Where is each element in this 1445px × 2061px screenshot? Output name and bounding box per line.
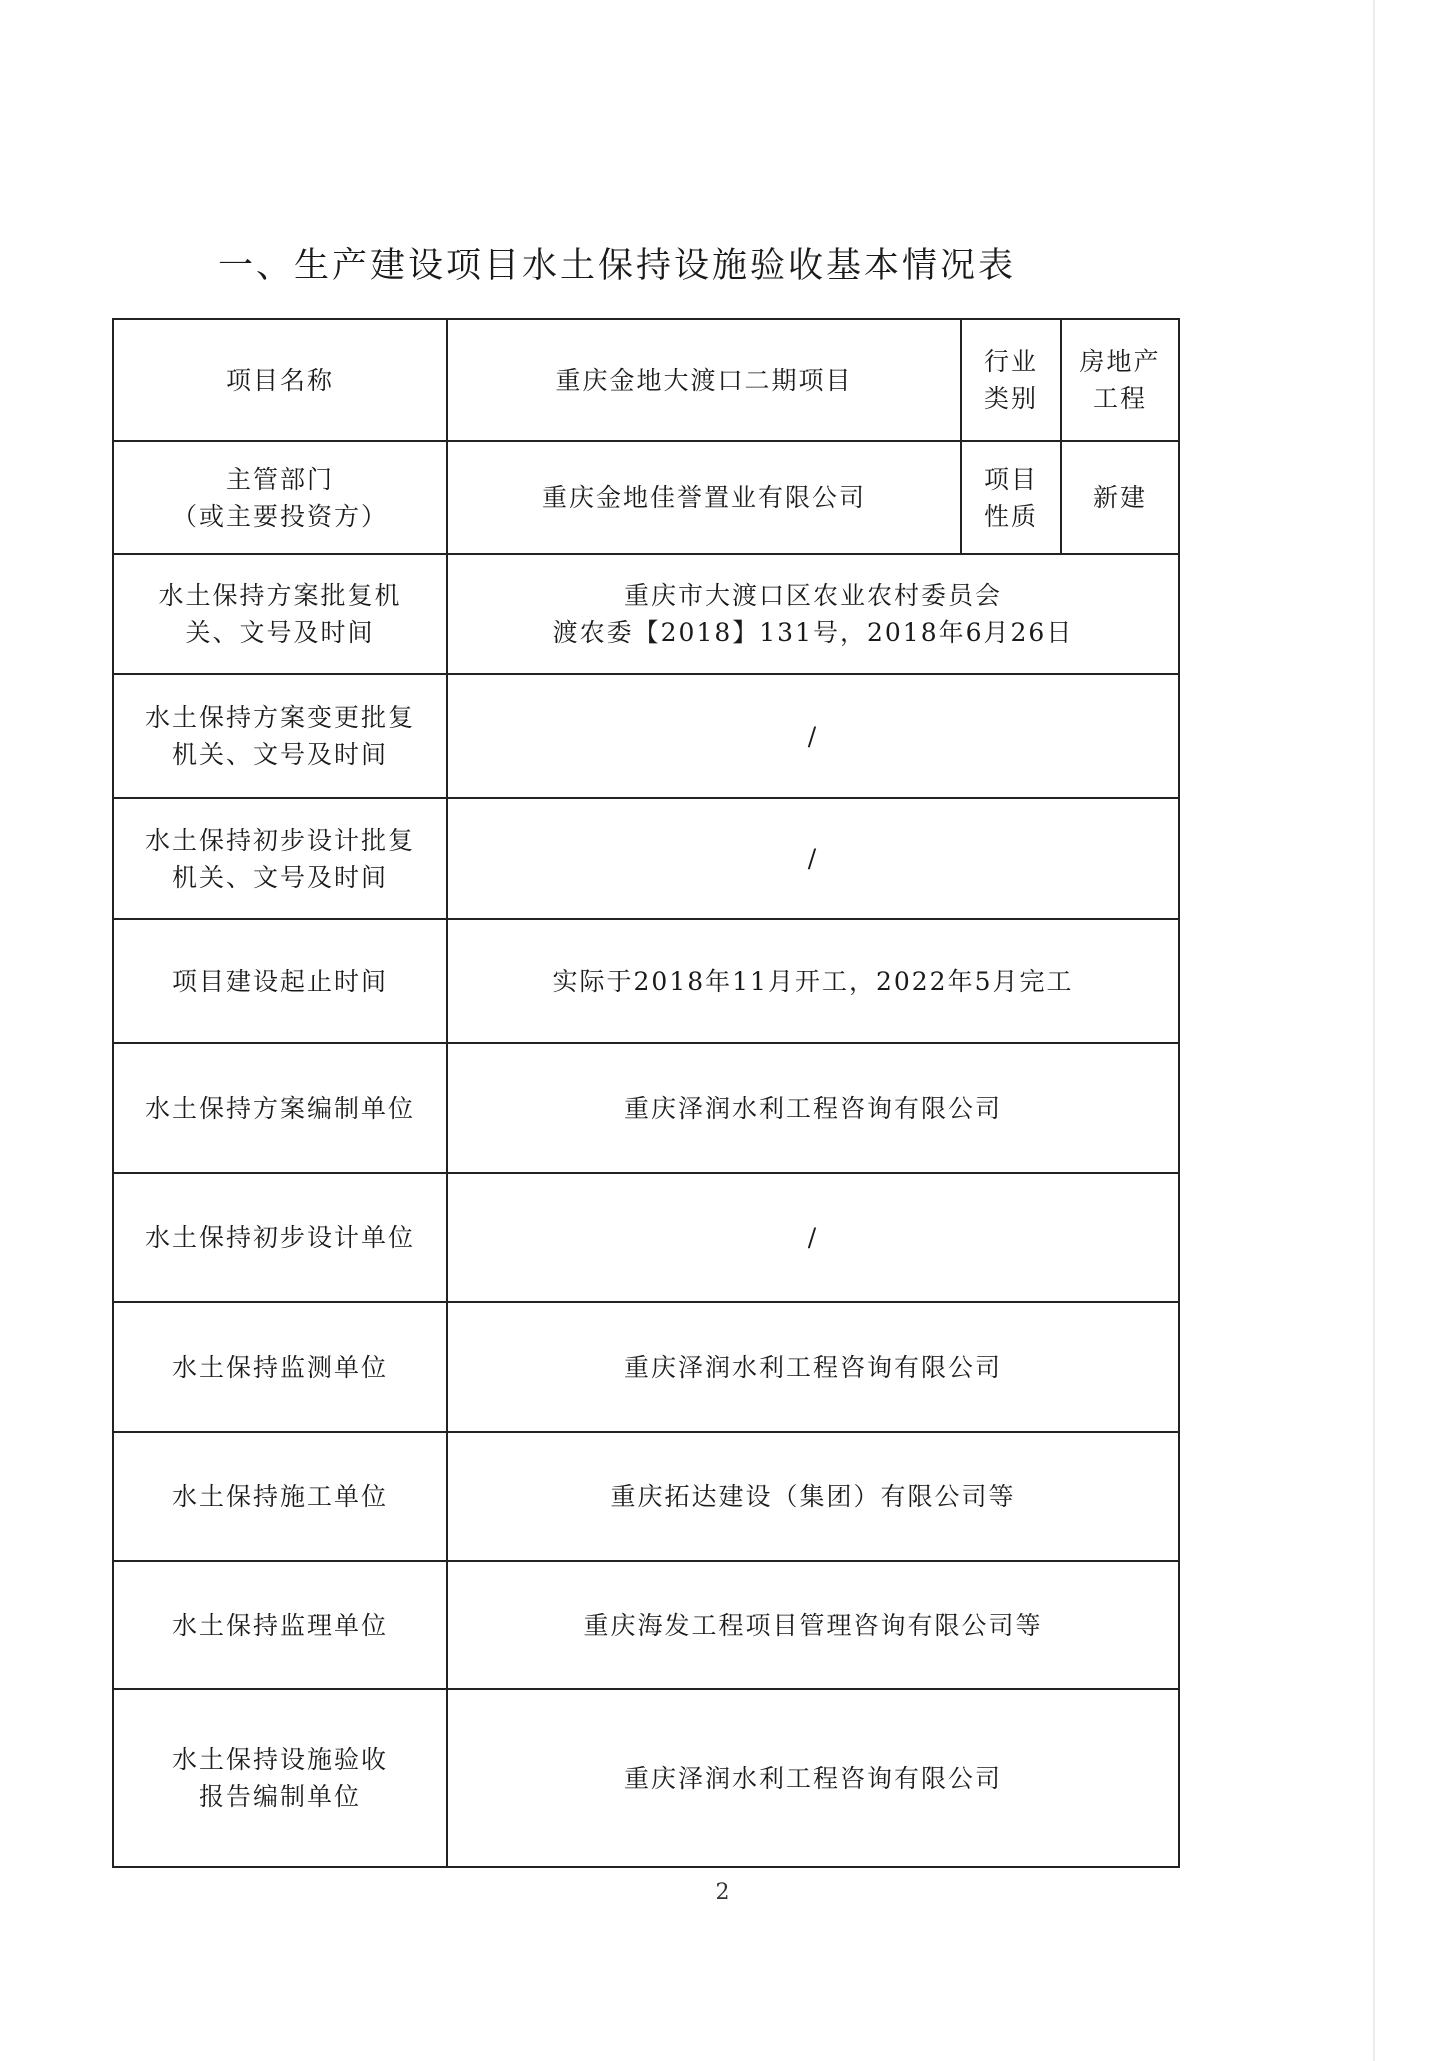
construction-period-label: 项目建设起止时间 (113, 919, 447, 1043)
construction-unit-label: 水土保持施工单位 (113, 1432, 447, 1561)
table-row-construction-period (113, 919, 1179, 1043)
plan-change-value: / (447, 674, 1179, 798)
table-row-department (113, 441, 1179, 554)
department-value: 重庆金地佳誉置业有限公司 (447, 441, 961, 554)
acceptance-report-unit-label: 水土保持设施验收 报告编制单位 (113, 1689, 447, 1867)
plan-compiler-label: 水土保持方案编制单位 (113, 1043, 447, 1173)
supervision-unit-value: 重庆海发工程项目管理咨询有限公司等 (447, 1561, 1179, 1689)
page-title: 一、生产建设项目水土保持设施验收基本情况表 (218, 246, 1017, 286)
preliminary-design-unit-value: / (447, 1173, 1179, 1302)
basic-info-table (112, 318, 1180, 1868)
table-row-supervision-unit (113, 1561, 1179, 1689)
table-row-plan-approval (113, 554, 1179, 674)
project-name-value: 重庆金地大渡口二期项目 (447, 319, 961, 441)
plan-approval-value: 重庆市大渡口区农业农村委员会 渡农委【2018】131号，2018年6月26日 (447, 554, 1179, 674)
acceptance-report-unit-value: 重庆泽润水利工程咨询有限公司 (447, 1689, 1179, 1867)
table-row-plan-change (113, 674, 1179, 798)
supervision-unit-label: 水土保持监理单位 (113, 1561, 447, 1689)
project-nature-label: 项目 性质 (961, 441, 1061, 554)
preliminary-design-approval-label: 水土保持初步设计批复 机关、文号及时间 (113, 798, 447, 919)
plan-compiler-value: 重庆泽润水利工程咨询有限公司 (447, 1043, 1179, 1173)
table-row-project-name (113, 319, 1179, 441)
department-label: 主管部门 （或主要投资方） (113, 441, 447, 554)
monitoring-unit-label: 水土保持监测单位 (113, 1302, 447, 1432)
plan-change-label: 水土保持方案变更批复 机关、文号及时间 (113, 674, 447, 798)
table-row-plan-compiler (113, 1043, 1179, 1173)
table-row-preliminary-design-unit (113, 1173, 1179, 1302)
construction-unit-value: 重庆拓达建设（集团）有限公司等 (447, 1432, 1179, 1561)
table-row-acceptance-report-unit (113, 1689, 1179, 1867)
monitoring-unit-value: 重庆泽润水利工程咨询有限公司 (447, 1302, 1179, 1432)
industry-category-value: 房地产 工程 (1061, 319, 1179, 441)
plan-approval-label: 水土保持方案批复机 关、文号及时间 (113, 554, 447, 674)
table-row-monitoring-unit (113, 1302, 1179, 1432)
table-row-construction-unit (113, 1432, 1179, 1561)
project-name-label: 项目名称 (113, 319, 447, 441)
project-nature-value: 新建 (1061, 441, 1179, 554)
table-row-preliminary-design-approval (113, 798, 1179, 919)
construction-period-value: 实际于2018年11月开工，2022年5月完工 (447, 919, 1179, 1043)
preliminary-design-approval-value: / (447, 798, 1179, 919)
industry-category-label: 行业 类别 (961, 319, 1061, 441)
page-number: 2 (715, 1880, 730, 1905)
preliminary-design-unit-label: 水土保持初步设计单位 (113, 1173, 447, 1302)
scan-edge-shadow (1373, 0, 1375, 2061)
